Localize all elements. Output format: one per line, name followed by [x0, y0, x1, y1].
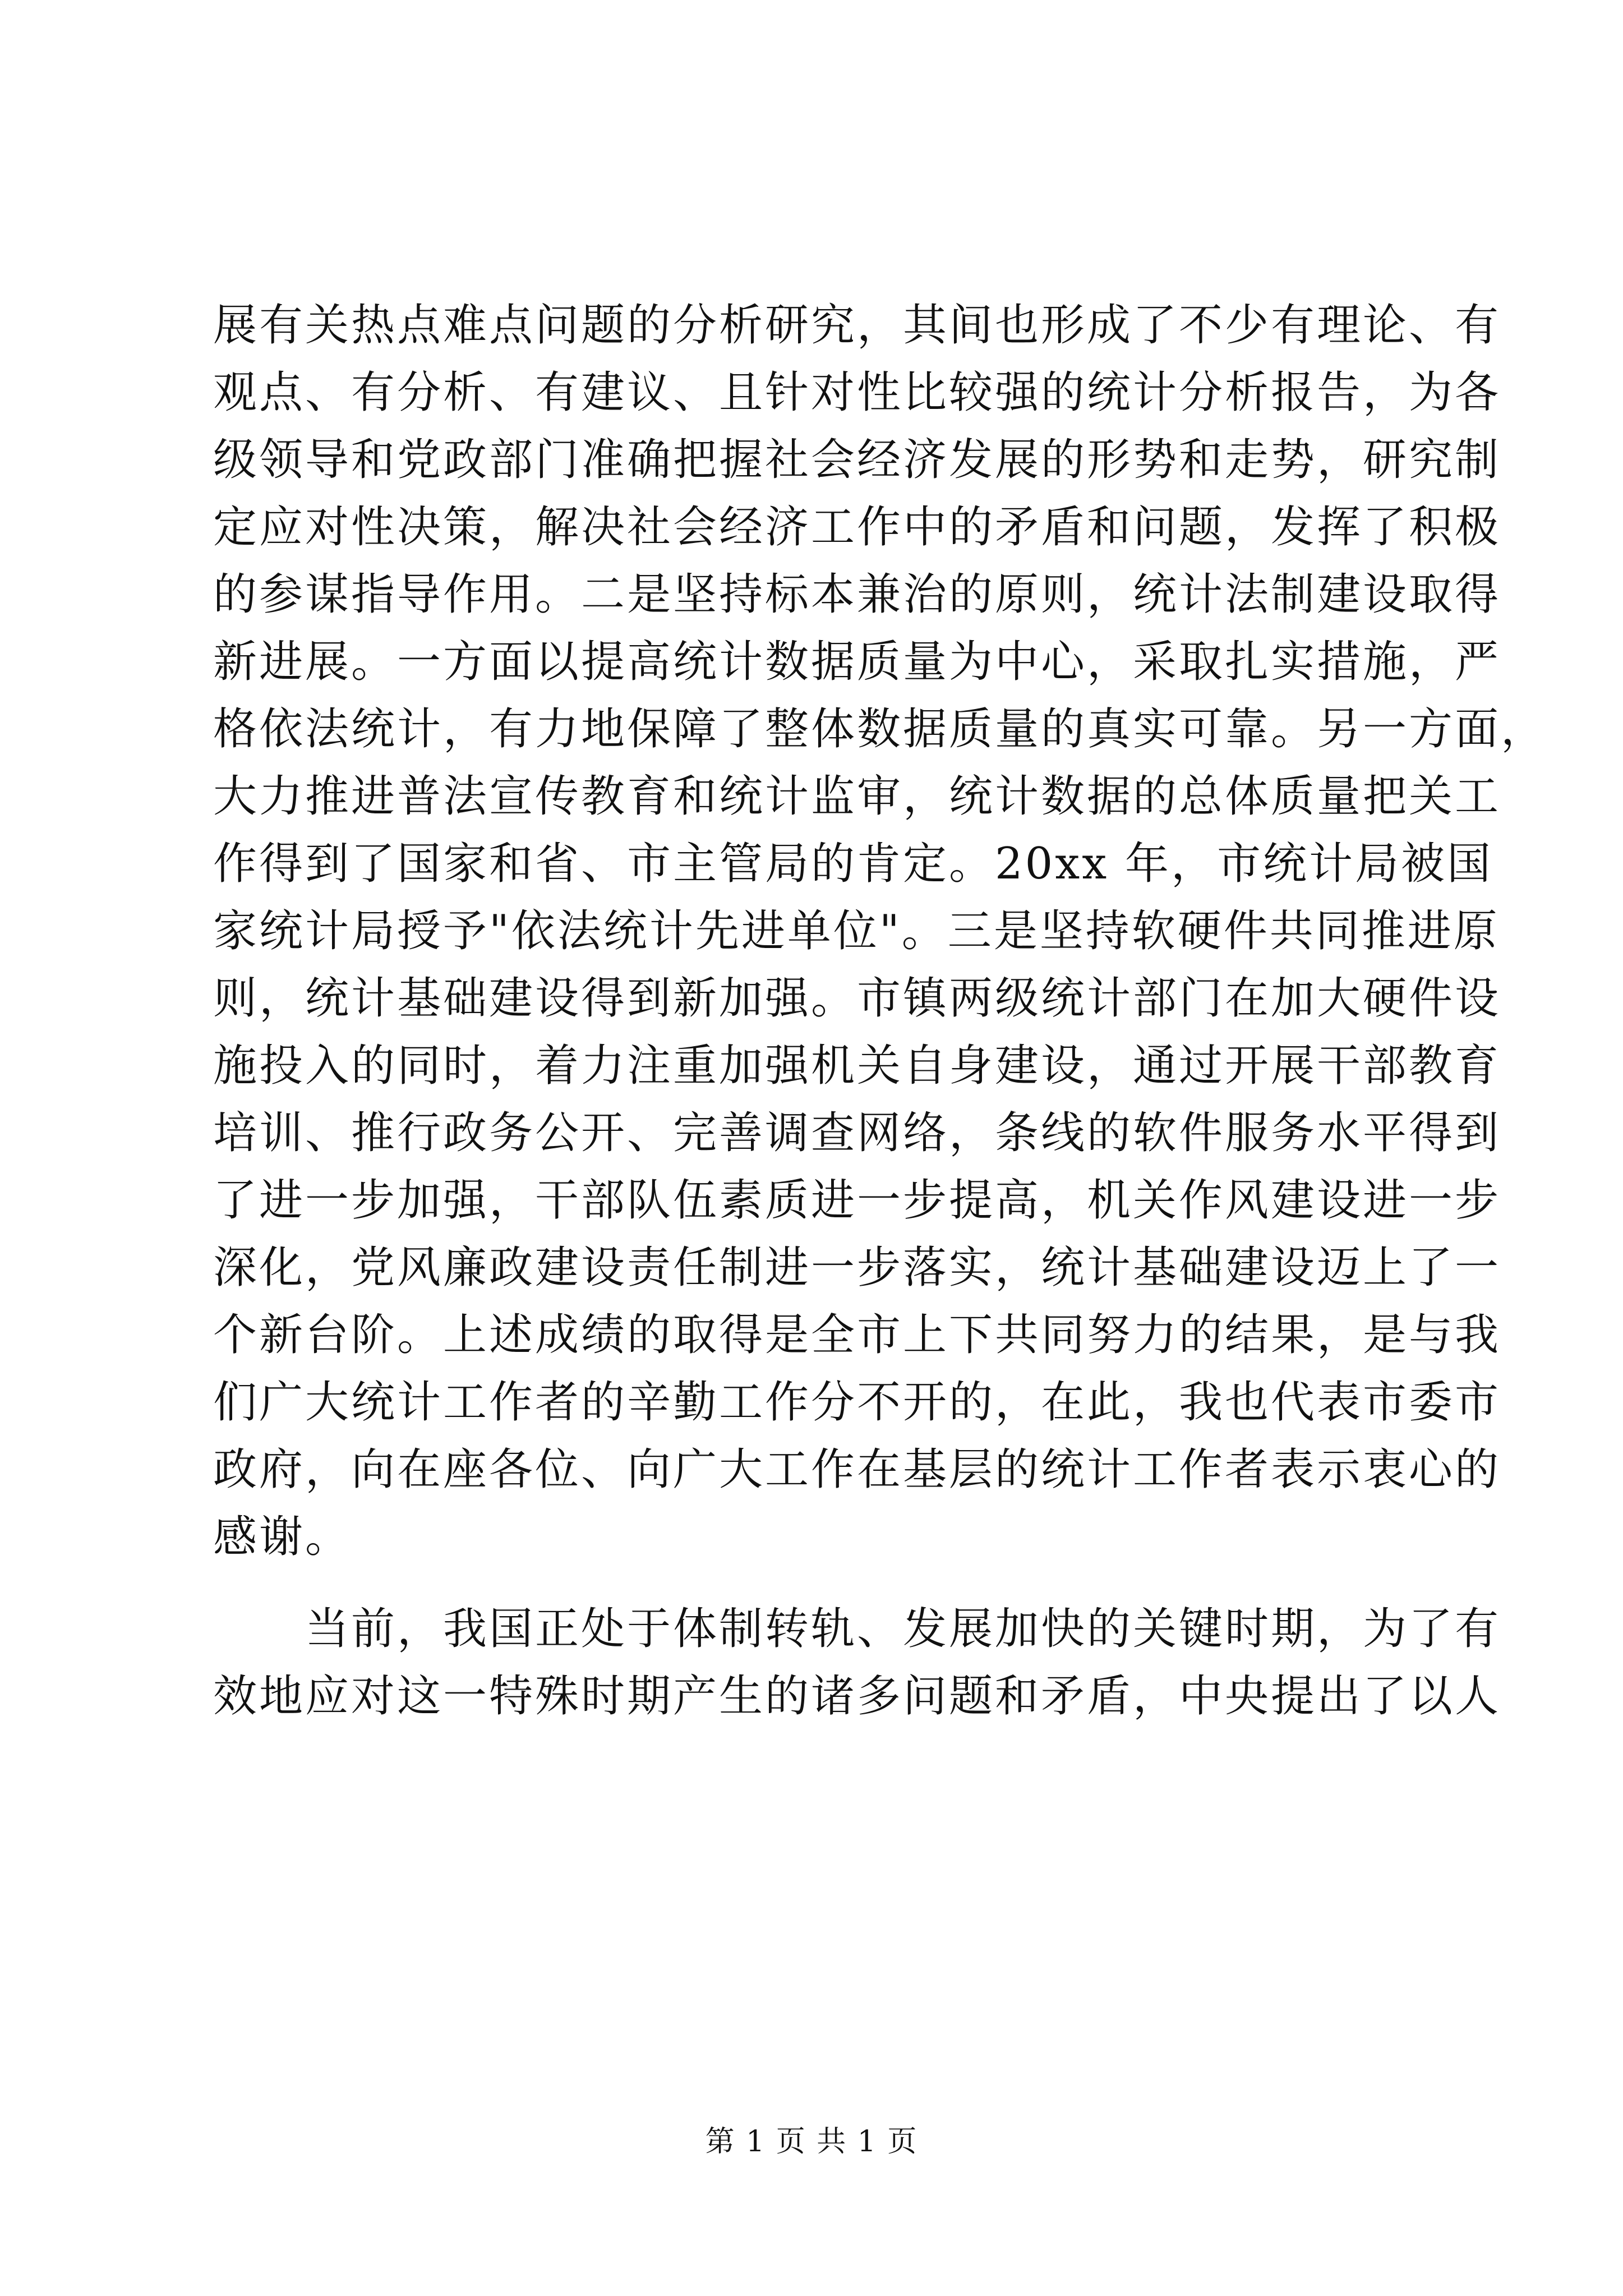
text-line: 政府，向在座各位、向广大工作在基层的统计工作者表示衷心的 — [213, 1444, 1501, 1495]
text-line: 新进展。一方面以提高统计数据质量为中心，采取扎实措施，严 — [213, 637, 1501, 687]
text-line: 级领导和党政部门准确把握社会经济发展的形势和走势，研究制 — [213, 435, 1501, 485]
text-line: 定应对性决策，解决社会经济工作中的矛盾和问题，发挥了积极 — [213, 502, 1501, 553]
text-line: 格依法统计，有力地保障了整体数据质量的真实可靠。另一方面， — [213, 704, 1547, 754]
text-line: 则，统计基础建设得到新加强。市镇两级统计部门在加大硬件设 — [213, 973, 1501, 1024]
text-line: 培训、推行政务公开、完善调查网络，条线的软件服务水平得到 — [213, 1108, 1501, 1158]
text-line: 深化，党风廉政建设责任制进一步落实，统计基础建设迈上了一 — [213, 1243, 1501, 1293]
text-line: 大力推进普法宣传教育和统计监审，统计数据的总体质量把关工 — [213, 771, 1501, 822]
page-footer: 第 1 页 共 1 页 — [705, 2125, 918, 2159]
text-line: 效地应对这一特殊时期产生的诸多问题和矛盾，中央提出了以人 — [213, 1671, 1501, 1722]
text-line: 当前，我国正处于体制转轨、发展加快的关键时期，为了有 — [305, 1604, 1501, 1654]
text-line: 家统计局授予"依法统计先进单位"。三是坚持软硬件共同推进原 — [213, 906, 1500, 956]
text-line: 施投入的同时，着力注重加强机关自身建设，通过开展干部教育 — [213, 1041, 1501, 1091]
text-line: 作得到了国家和省、市主管局的肯定。20xx 年，市统计局被国 — [213, 839, 1493, 889]
paragraph-spacer — [213, 1571, 1419, 1595]
document-body — [213, 292, 1547, 1730]
text-line: 展有关热点难点问题的分析研究，其间也形成了不少有理论、有 — [213, 300, 1501, 351]
paragraph-2 — [213, 1595, 1501, 1730]
text-line: 观点、有分析、有建议、且针对性比较强的统计分析报告，为各 — [213, 367, 1501, 418]
text-line: 感谢。 — [213, 1512, 352, 1562]
text-line: 了进一步加强，干部队伍素质进一步提高，机关作风建设进一步 — [213, 1175, 1501, 1226]
paragraph-1 — [213, 292, 1547, 1571]
text-line: 个新台阶。上述成绩的取得是全市上下共同努力的结果，是与我 — [213, 1310, 1501, 1360]
text-line: 的参谋指导作用。二是坚持标本兼治的原则，统计法制建设取得 — [213, 569, 1501, 620]
text-line: 们广大统计工作者的辛勤工作分不开的，在此，我也代表市委市 — [213, 1377, 1501, 1428]
